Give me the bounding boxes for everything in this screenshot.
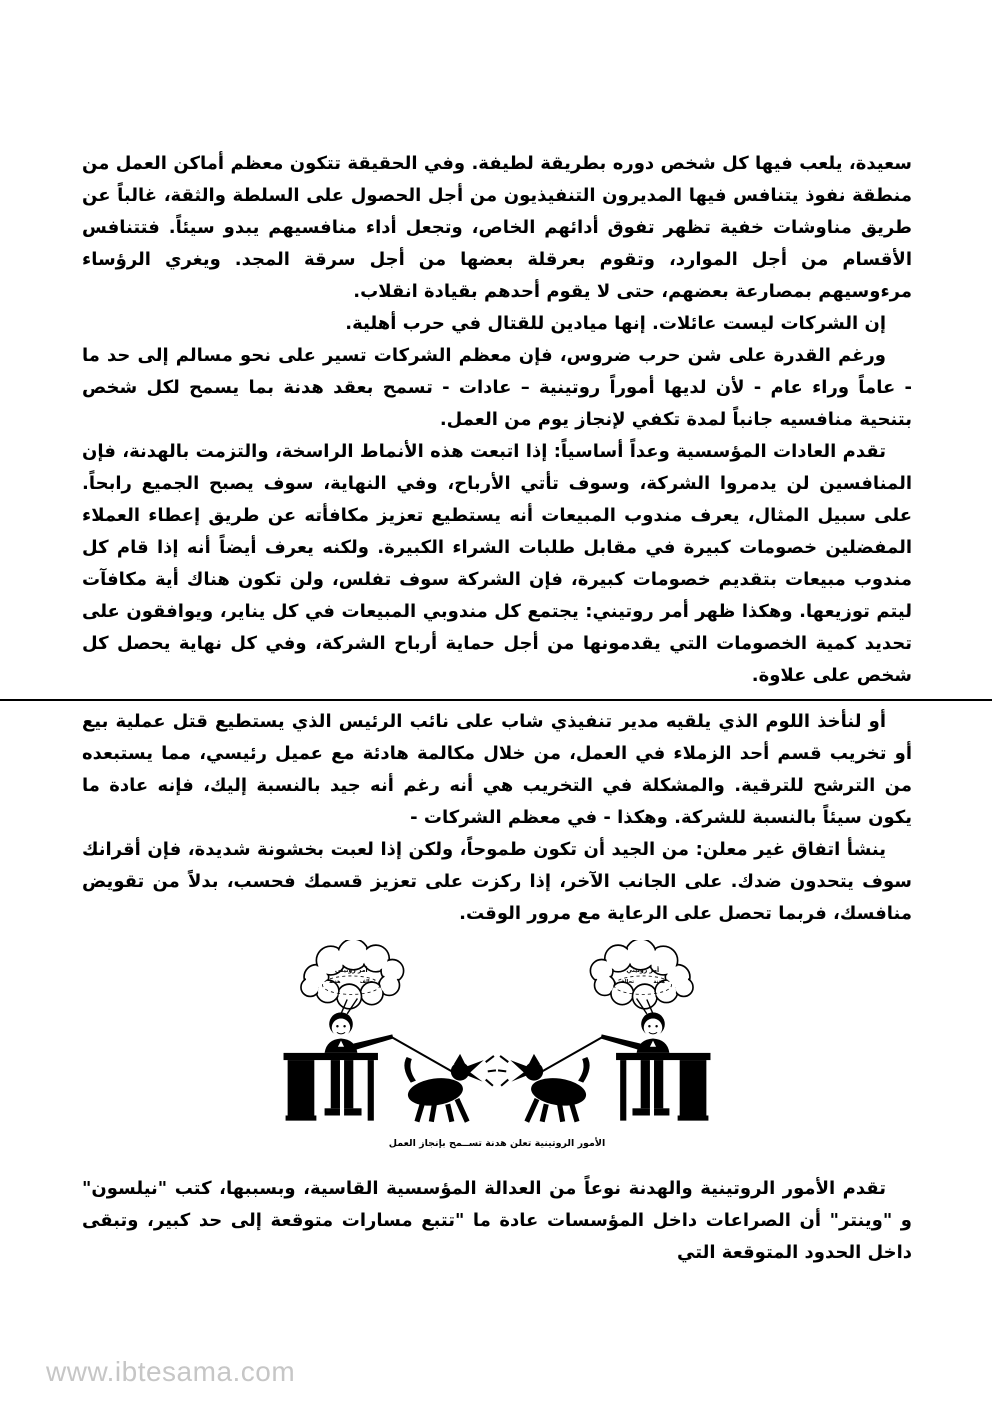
site-watermark: www.ibtesama.com <box>46 1356 296 1387</box>
cartoon-illustration <box>281 940 713 1135</box>
text-column <box>82 148 912 1269</box>
bubble-text: تحالف <box>618 979 635 986</box>
dogs-on-leashes-cartoon <box>281 940 713 1135</box>
paragraph: ورغم القدرة على شن حرب ضروس، فإن معظم الشركات تسير على نحو مسالم إلى حد ما - عاماً وراء عام - لأن لديها أموراً روتينية – عادات - تسمح بعقد هدنة بما يسمح لكل شخص بتنحية منافسيه جانباً لمدة تكفي لإنجاز يوم من العمل. <box>82 345 912 430</box>
bubble-text: تحالف <box>359 979 376 986</box>
paragraph: إن الشركات ليست عائلات. إنها ميادين للقتال في حرب أهلية. <box>345 313 886 334</box>
bubble-text: هدنة <box>329 979 341 986</box>
paragraph: أو لنأخذ اللوم الذي يلقيه مدير تنفيذي شاب على نائب الرئيس الذي يستطيع قتل عملية بيع أو تخريب قسم أحد الزملاء في العمل، من خلال مكالمة هادئة مع عميل رئيسي، مما يستبعده من الترشح للترقية. والمشكلة في التخريب هي أنه رغم أنه جيد بالنسبة إليك، فإنه عادة ما يكون سيئاً بالنسبة للشركة. وهكذا - في معظم الشركات - <box>82 711 912 828</box>
paragraph: سعيدة، يلعب فيها كل شخص دوره بطريقة لطيفة. وفي الحقيقة تتكون معظم أماكن العمل من منطقة نفوذ يتنافس فيها المديرون التنفيذيون من أجل الحصول على السلطة والثقة، غالباً عن طريق مناوشات خفية تظهر تفوق أدائهم الخاص، وتجعل أداء منافسيهم يبدو سيئاً. فتتنافس الأقسام من أجل الموارد، وتقوم بعرقلة بعضها من أجل سرقة المجد. ويغري الرؤساء مرءوسيهم بمصارعة بعضهم، حتى لا يقوم أحدهم بقيادة انقلاب. <box>82 153 912 302</box>
left-scene <box>284 940 496 1122</box>
paragraph: تقدم الأمور الروتينية والهدنة نوعاً من العدالة المؤسسية القاسية، وبسببها، كتب "نيلسون" و "وينتر" أن الصراعات داخل المؤسسات عادة ما "تتبع مسارات متوقعة إلى حد كبير، وتبقى داخل الحدود المتوقعة التي <box>82 1178 912 1263</box>
illustration-caption: الأمور الروتينية تعلن هدنة تســمح بإنجاز العمل <box>388 1138 606 1149</box>
paragraph: ينشأ اتفاق غير معلن: من الجيد أن تكون طموحاً، ولكن إذا لعبت بخشونة شديدة، فإن أقرانك سوف يتحدون ضدك. على الجانب الآخر، إذا ركزت على تعزيز قسمك فحسب، بدلاً من تقويض منافسك، فربما تحصل على الرعاية مع مرور الوقت. <box>82 839 912 924</box>
page-break-rule <box>0 699 992 701</box>
paragraph: تقدم العادات المؤسسية وعداً أساسياً: إذا اتبعت هذه الأنماط الراسخة، والتزمت بالهدنة، فإن المنافسين لن يدمروا الشركة، وسوف تأتي الأرباح، وفي النهاية، سوف يصبح الجميع رابحاً. على سبيل المثال، يعرف مندوب المبيعات أنه يستطيع تعزيز مكافأته عن طريق إعطاء العملاء المفضلين خصومات كبيرة في مقابل طلبات الشراء الكبيرة. ولكنه يعرف أيضاً أنه إذا قام كل مندوب مبيعات بتقديم خصومات كبيرة، فإن الشركة سوف تفلس، ولن تكون هناك أية مكافآت ليتم توزيعها. وهكذا ظهر أمر روتيني: يجتمع كل مندوبي المبيعات في كل يناير، ويوافقون على تحديد كمية الخصومات التي يقدمونها من أجل حماية أرباح الشركة، وفي كل نهاية يحصل كل شخص على علاوة. <box>82 441 912 686</box>
bubble-text: أمر روتيني <box>334 966 368 974</box>
right-scene <box>498 940 710 1122</box>
bubble-text: أمر روتيني <box>626 966 660 974</box>
bubble-text: هدنة <box>653 979 665 986</box>
